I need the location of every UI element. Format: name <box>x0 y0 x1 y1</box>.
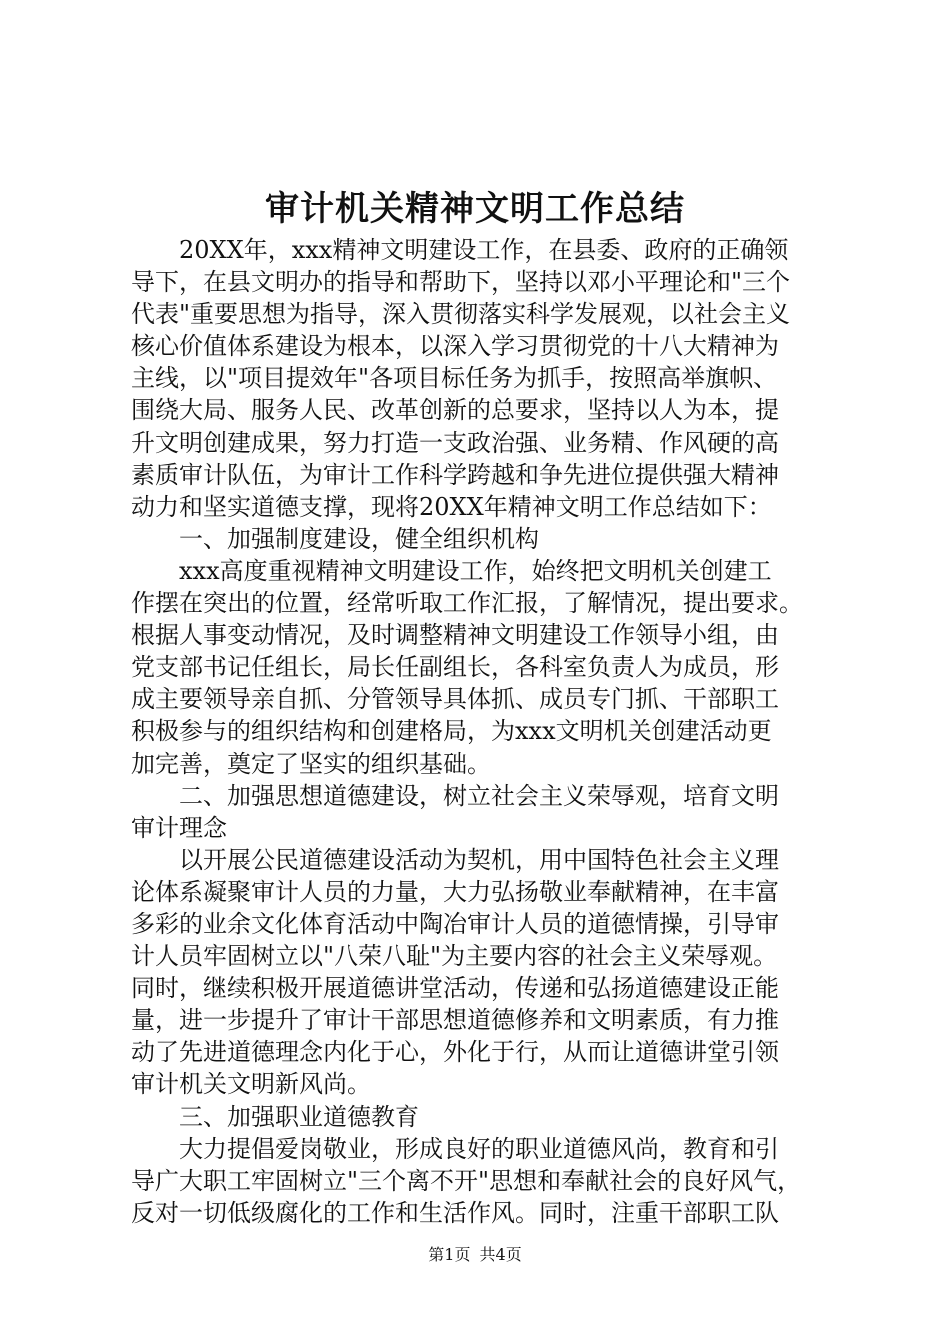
section-heading: 审计理念 <box>131 813 227 842</box>
text-line: 代表"重要思想为指导，深入贯彻落实科学发展观，以社会主义 <box>131 300 791 329</box>
text-line: 积极参与的组织结构和创建格局，为xxx文明机关创建活动更 <box>131 717 772 746</box>
text-line: 多彩的业余文化体育活动中陶冶审计人员的道德情操，引导审 <box>131 909 779 938</box>
text-line: 以开展公民道德建设活动为契机，用中国特色社会主义理 <box>131 845 779 874</box>
page-number: 第1页 <box>428 1245 471 1264</box>
text-line: 动了先进道德理念内化于心，外化于行，从而让道德讲堂引领 <box>131 1038 779 1067</box>
text-line: 成主要领导亲自抓、分管领导具体抓、成员专门抓、干部职工 <box>131 685 779 714</box>
document-body <box>131 234 831 1229</box>
section-heading: 二、加强思想道德建设，树立社会主义荣辱观，培育文明 <box>131 781 779 810</box>
section-heading: 一、加强制度建设，健全组织机构 <box>131 524 539 553</box>
section-heading: 三、加强职业道德教育 <box>131 1102 419 1131</box>
text-line: 党支部书记任组长，局长任副组长，各科室负责人为成员，形 <box>131 653 779 682</box>
document-title: 审计机关精神文明工作总结 <box>265 189 685 229</box>
text-line: 主线，以"项目提效年"各项目标任务为抓手，按照高举旗帜、 <box>131 364 778 393</box>
text-line: 动力和坚实道德支撑，现将20XX年精神文明工作总结如下： <box>131 492 772 521</box>
text-line: 根据人事变动情况，及时调整精神文明建设工作领导小组，由 <box>131 621 779 650</box>
text-line: 素质审计队伍，为审计工作科学跨越和争先进位提供强大精神 <box>131 460 779 489</box>
text-line: xxx高度重视精神文明建设工作，始终把文明机关创建工 <box>131 556 772 585</box>
page-total: 共4页 <box>479 1245 522 1264</box>
text-line: 导下，在县文明办的指导和帮助下，坚持以邓小平理论和"三个 <box>131 268 791 297</box>
text-line: 作摆在突出的位置，经常听取工作汇报，了解情况，提出要求。 <box>131 589 803 618</box>
text-line: 审计机关文明新风尚。 <box>131 1070 371 1099</box>
text-line: 导广大职工牢固树立"三个离不开"思想和奉献社会的良好风气， <box>131 1166 802 1195</box>
text-line: 反对一切低级腐化的工作和生活作风。同时，注重干部职工队 <box>131 1198 779 1227</box>
text-line: 量，进一步提升了审计干部思想道德修养和文明素质，有力推 <box>131 1006 779 1035</box>
text-line: 论体系凝聚审计人员的力量，大力弘扬敬业奉献精神，在丰富 <box>131 877 779 906</box>
text-line: 加完善，奠定了坚实的组织基础。 <box>131 749 491 778</box>
text-line: 同时，继续积极开展道德讲堂活动，传递和弘扬道德建设正能 <box>131 974 779 1003</box>
text-line: 计人员牢固树立以"八荣八耻"为主要内容的社会主义荣辱观。 <box>131 942 778 971</box>
text-line: 大力提倡爱岗敬业，形成良好的职业道德风尚，教育和引 <box>131 1134 779 1163</box>
page-footer <box>0 1244 950 1266</box>
text-line: 20XX年，xxx精神文明建设工作，在县委、政府的正确领 <box>131 236 789 264</box>
text-line: 核心价值体系建设为根本，以深入学习贯彻党的十八大精神为 <box>131 332 779 361</box>
text-line: 围绕大局、服务人民、改革创新的总要求，坚持以人为本，提 <box>131 396 779 425</box>
text-line: 升文明创建成果，努力打造一支政治强、业务精、作风硬的高 <box>131 428 779 457</box>
